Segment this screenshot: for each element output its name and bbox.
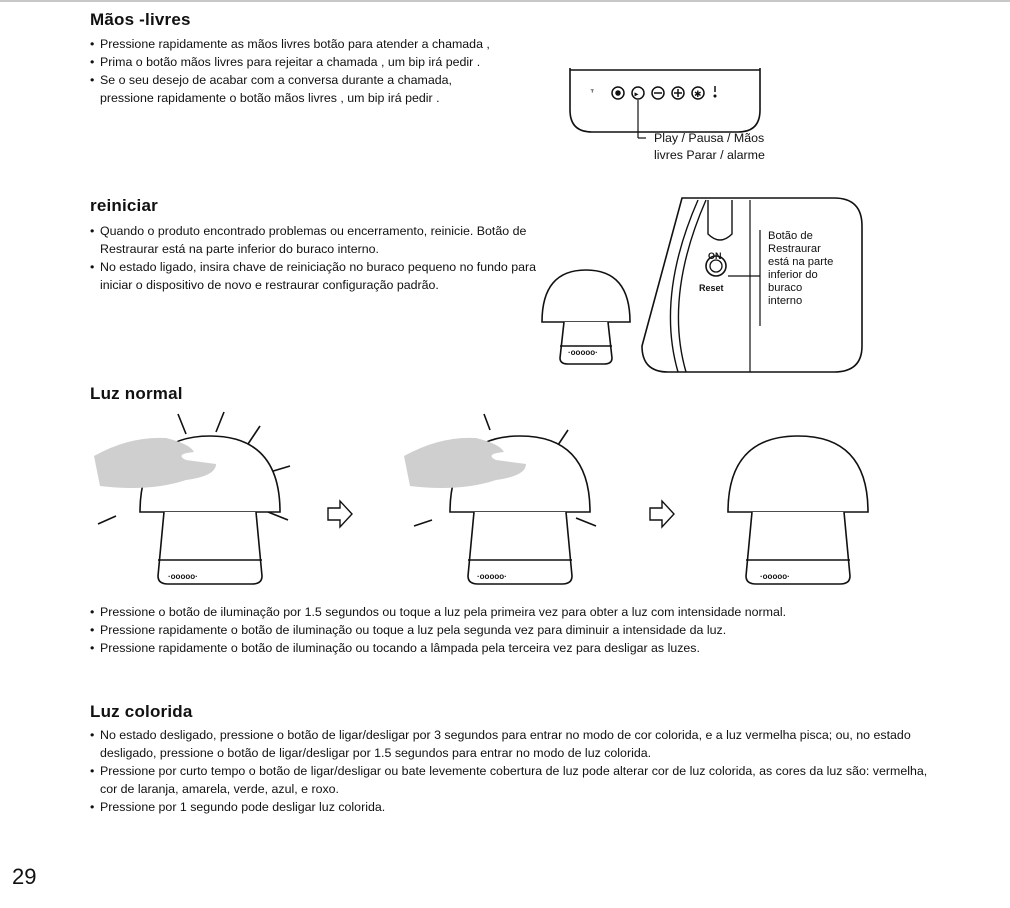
list-item: • Pressione o botão de iluminação por 1.5 segundos ou toque a luz pela primeira vez para obter a luz com intensidade normal. xyxy=(90,603,970,621)
section-title-reset: reiniciar xyxy=(90,196,158,215)
list-item: • Pressione rapidamente as mãos livres botão para atender a chamada , xyxy=(90,35,490,53)
svg-text:✱: ✱ xyxy=(694,90,702,100)
list-item: • No estado ligado, insira chave de reiniciação no buraco pequeno no fundo para iniciar o dispositivo de novo e restraurar configuração padrão. xyxy=(90,258,545,294)
handsfree-bullet-list xyxy=(90,35,490,107)
speaker-dots: ·ooooo· xyxy=(168,572,198,581)
speaker-dots: ·ooooo· xyxy=(477,572,507,581)
list-item: • Quando o produto encontrado problemas ou encerramento, reinicie. Botão de Restraurar está na parte inferior do buraco interno. xyxy=(90,222,545,258)
top-rule xyxy=(0,0,1010,2)
device-buttons-figure xyxy=(560,60,780,140)
lamp-illustration-2 xyxy=(400,400,640,596)
svg-text:ᐪ: ᐪ xyxy=(590,87,595,100)
list-item: • No estado desligado, pressione o botão de ligar/desligar por 3 segundos para entrar no modo de cor colorida, e a luz vermelha pisca; ou, no estado desligado, pressione o botão de ligar/desligar por 1.5 segundos para entrar no modo de luz colorida. xyxy=(90,726,940,762)
section-title-color-light: Luz colorida xyxy=(90,702,193,721)
list-item: • Pressione por curto tempo o botão de ligar/desligar ou bate levemente cobertura de luz pode alterar cor de luz colorida, as cores da luz são: vermelha, cor de laranja, amarela, verde, azul, e roxo. xyxy=(90,762,940,798)
section-title-handsfree: Mãos -livres xyxy=(90,10,191,29)
speaker-dots: ·ooooo· xyxy=(568,348,598,357)
lamp-illustration-3 xyxy=(708,400,908,596)
lamp-illustration-1 xyxy=(90,400,330,596)
reset-callout: Botão de Restraurar está na parte inferior do buraco interno xyxy=(768,230,834,307)
arrow-right-icon xyxy=(326,498,354,530)
section-title-normal-light: Luz normal xyxy=(90,384,183,403)
buttons-caption: Play / Pausa / Mãos livres Parar / alarme xyxy=(654,131,765,162)
arrow-right-icon xyxy=(648,498,676,530)
list-item: • Pressione rapidamente o botão de iluminação ou toque a luz pela segunda vez para diminuir a intensidade da luz. xyxy=(90,621,970,639)
page-number: 29 xyxy=(12,864,37,889)
reset-bullet-list xyxy=(90,222,545,294)
svg-text:▸: ▸ xyxy=(634,89,639,99)
list-item: • Pressione rapidamente o botão de iluminação ou tocando a lâmpada pela terceira vez para desligar as luzes. xyxy=(90,639,970,657)
normal-light-bullet-list xyxy=(90,603,970,657)
list-item: • Pressione por 1 segundo pode desligar luz colorida. xyxy=(90,798,940,816)
list-item: • Se o seu desejo de acabar com a conversa durante a chamada, pressione rapidamente o botão mãos livres , um bip irá pedir . xyxy=(90,71,490,107)
reset-label: Reset xyxy=(699,283,724,293)
list-item: • Prima o botão mãos livres para rejeitar a chamada , um bip irá pedir . xyxy=(90,53,490,71)
color-light-bullet-list xyxy=(90,726,940,816)
on-label: ON xyxy=(708,251,722,261)
speaker-dots: ·ooooo· xyxy=(760,572,790,581)
